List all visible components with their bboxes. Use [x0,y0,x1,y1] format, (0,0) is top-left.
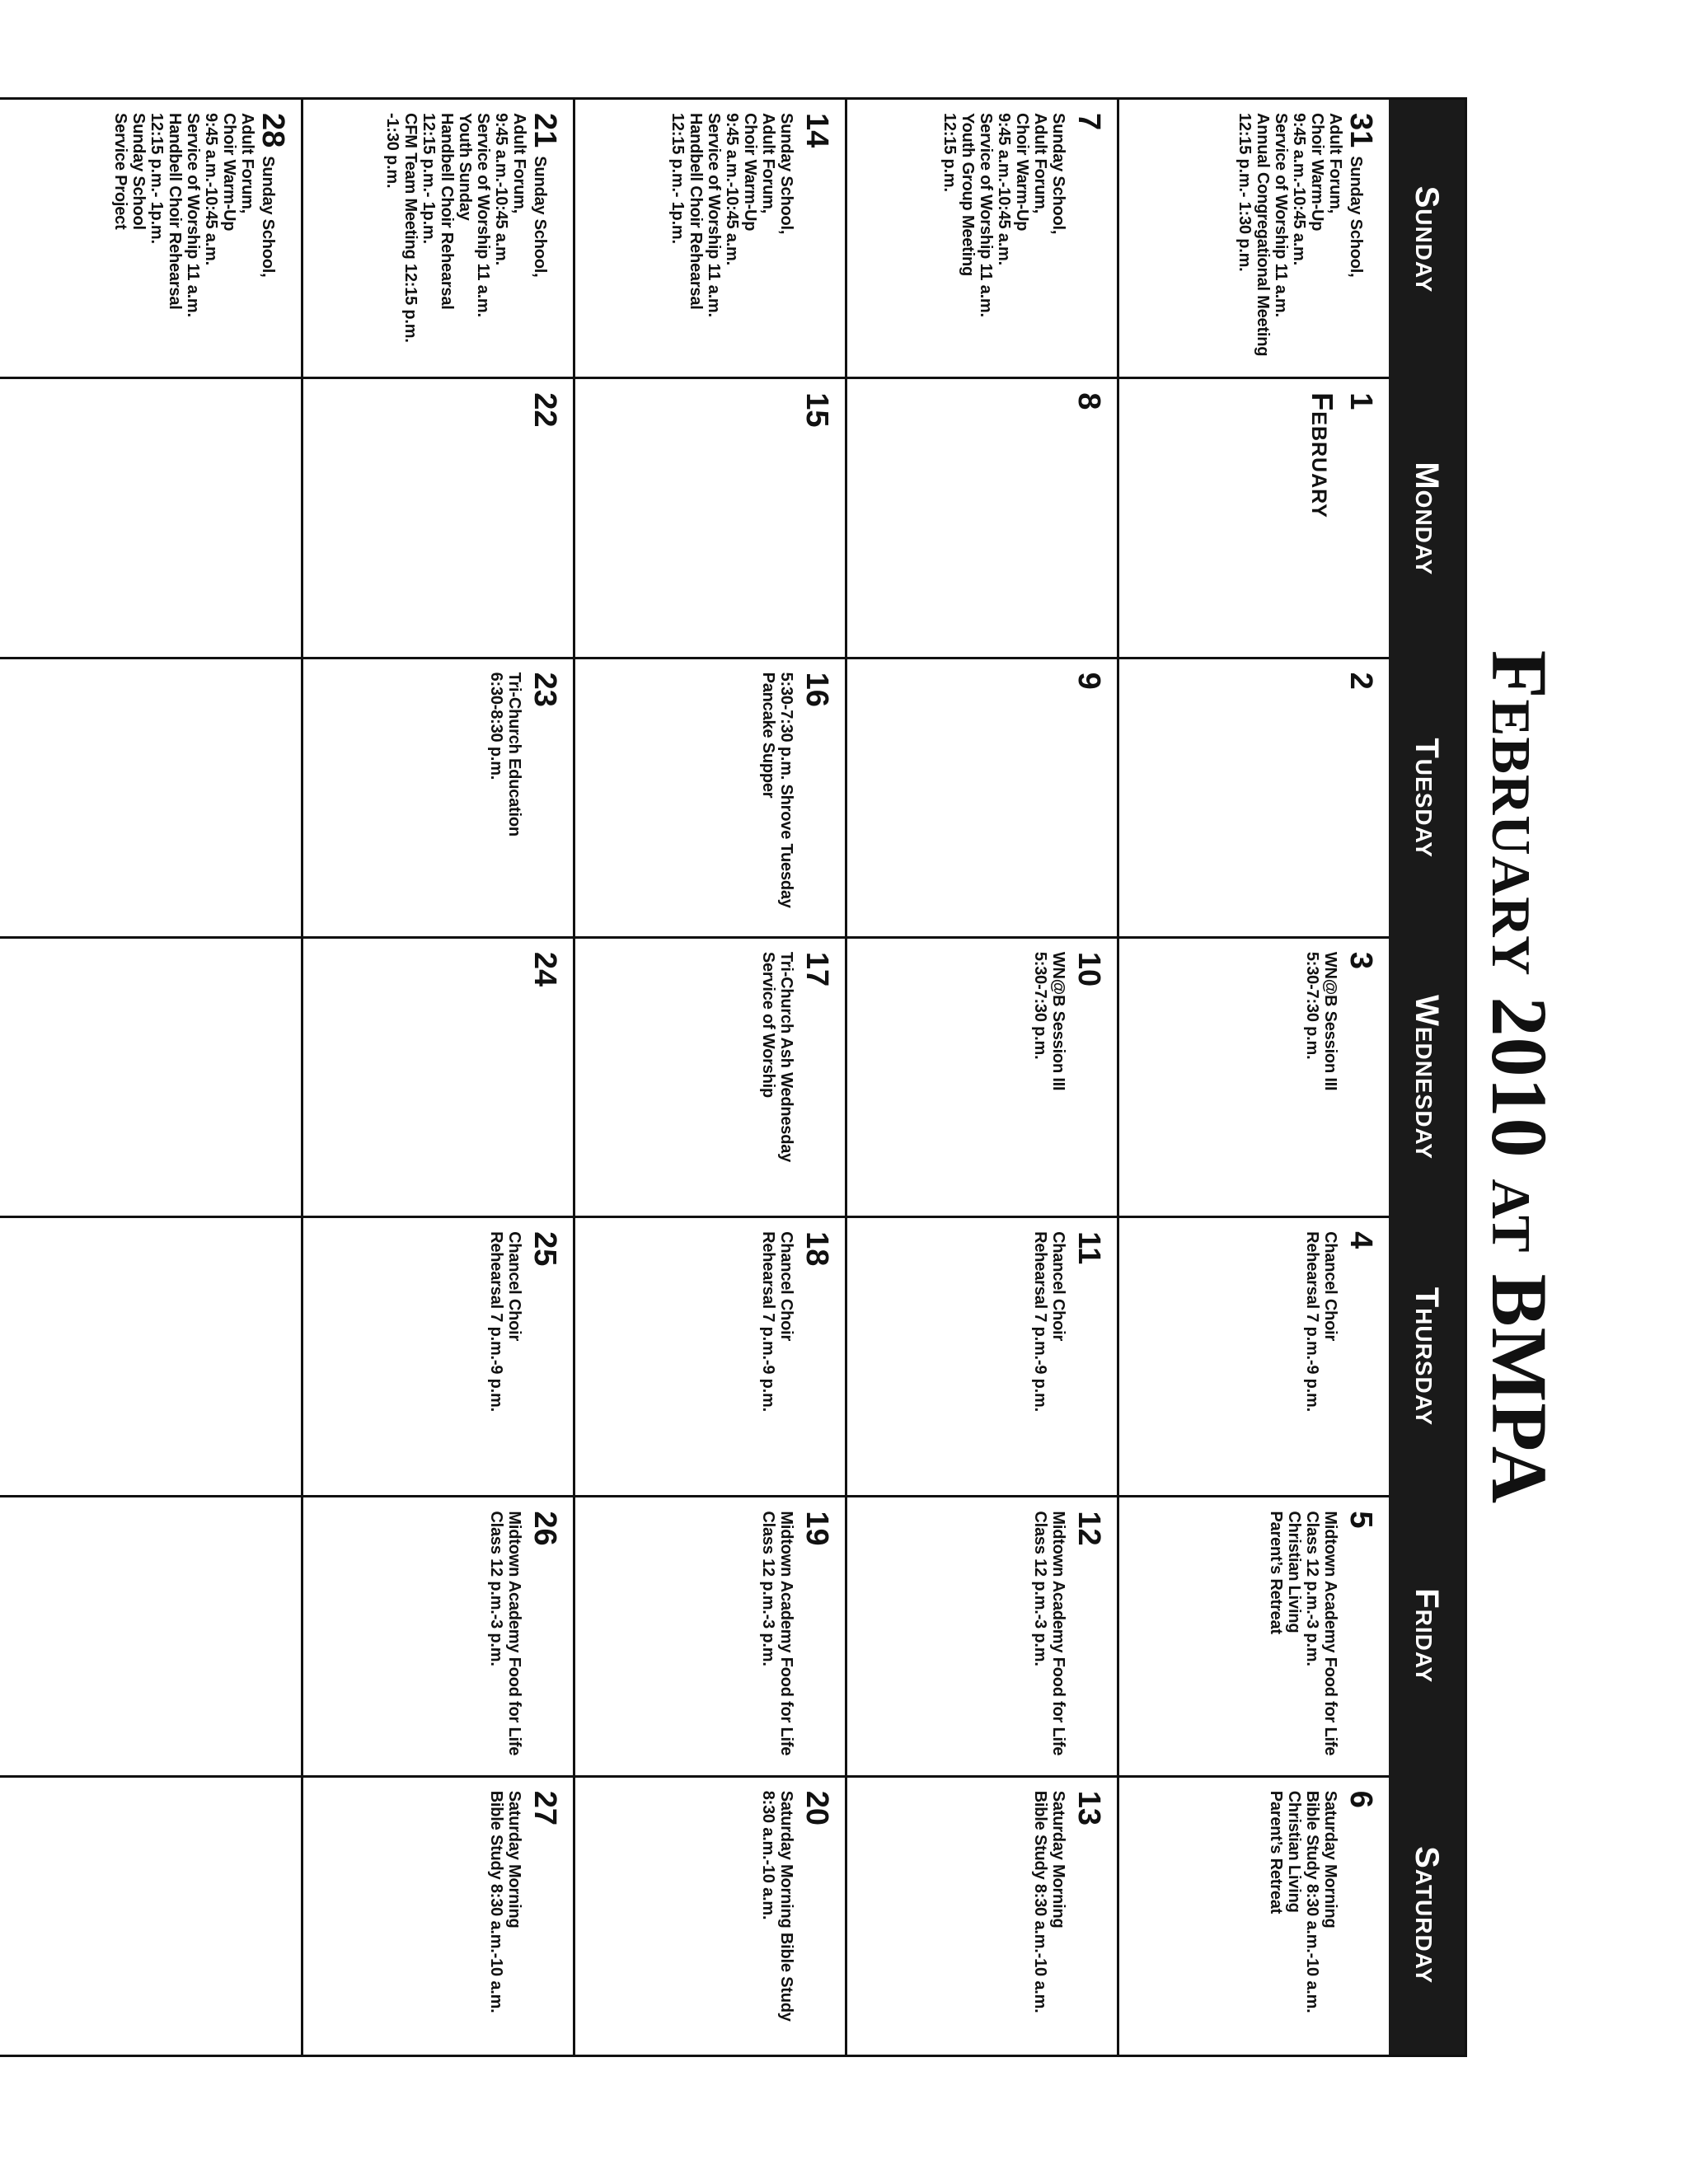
day-events: Midtown Academy Food for Life Class 12 p.m.-3 p.m. [487,1511,523,1756]
day-cell [1119,1497,1389,1777]
day-events: Midtown Academy Food for Life Class 12 p.m.-3 p.m. [1031,1511,1067,1756]
day-events: Sunday School, Adult Forum, Choir Warm-Up 9:45 a.m.-10:45 a.m. Service of Worship 11 a.m. Youth Group Meeting 12:15 p.m. [940,113,1067,317]
day-cell [1119,939,1389,1218]
day-cell-empty [0,939,301,1218]
day-events: Chancel Choir Rehearsal 7 p.m.-9 p.m. [487,1231,523,1412]
day-events: 5:30-7:30 p.m. Shrove Tuesday Pancake Supper [759,672,795,908]
day-cell [575,659,845,939]
day-number: 23 [528,672,562,707]
weekday-friday: Friday [1409,1588,1445,1684]
day-events: Saturday Morning Bible Study 8:30 a.m.-10 a.m. [759,1790,795,2022]
day-cell [1119,1218,1389,1497]
day-cell [1119,100,1389,379]
day-events: Tri-Church Education 6:30-8:30 p.m. [487,672,523,837]
weekday-sunday: Sunday [1409,185,1445,293]
day-cell-empty [0,1778,301,2055]
day-events: Chancel Choir Rehearsal 7 p.m.-9 p.m. [1303,1231,1339,1412]
day-cell [0,100,301,379]
day-events: Chancel Choir Rehearsal 7 p.m.-9 p.m. [759,1231,795,1412]
day-number: 24 [528,951,562,987]
day-number: 28 [256,113,290,148]
day-cell [303,1218,573,1497]
day-number: 14 [799,113,834,148]
day-number: 7 [1071,113,1106,131]
day-number: 17 [799,951,834,987]
day-cell [1119,1778,1389,2055]
day-events: Midtown Academy Food for Life Class 12 p.m.-3 p.m. [759,1511,795,1756]
week-row [0,100,301,2055]
day-number: 3 [1343,951,1378,969]
page-title: February 2010 at BMPA [1475,649,1564,1505]
calendar-weeks [0,100,1389,2055]
day-number: 10 [1071,951,1106,987]
day-cell [847,1218,1117,1497]
day-events: Saturday Morning Bible Study 8:30 a.m.-10 a.m. [1031,1790,1067,2013]
day-cell-empty [0,1497,301,1777]
day-number: 9 [1071,672,1106,690]
day-cell [575,1218,845,1497]
day-number: 4 [1343,1231,1378,1249]
day-number: 26 [528,1511,562,1546]
day-number: 25 [528,1231,562,1267]
day-events: Midtown Academy Food for Life Class 12 p.m.-3 p.m. Christian Living Parent’s Retreat [1267,1511,1339,1756]
day-number: 21 [528,113,562,148]
day-number: 19 [799,1511,834,1546]
day-cell [847,1497,1117,1777]
day-cell-empty [0,1218,301,1497]
week-row [301,100,573,2055]
day-cell [303,659,573,939]
week-row [573,100,845,2055]
weekday-thursday: Thursday [1409,1286,1445,1427]
day-cell [847,100,1117,379]
day-events: Tri-Church Ash Wednesday Service of Worship [759,951,795,1163]
day-events: Chancel Choir Rehearsal 7 p.m.-9 p.m. [1031,1231,1067,1412]
day-cell [303,1778,573,2055]
day-events: Sunday School, Adult Forum, Choir Warm-Up 9:45 a.m.-10:45 a.m. Service of Worship 11 a.m. Annual Congregational Meeting 12:15 p.m.- 1:30 p.m. [1236,113,1365,357]
weekday-tuesday: Tuesday [1409,738,1445,858]
day-cell [303,379,573,658]
day-number: 18 [799,1231,834,1267]
calendar-grid [0,97,1467,2057]
day-cell [575,939,845,1218]
day-events: WN@B Session III 5:30-7:30 p.m. [1303,951,1339,1091]
day-events: Sunday School, Adult Forum, Choir Warm-Up 9:45 a.m.-10:45 a.m. Service of Worship 11 a.m. Handbell Choir Rehearsal 12:15 p.m.- 1p.m. Sunday School Service Project [111,113,277,317]
day-number: 20 [799,1790,834,1825]
day-number: 2 [1343,672,1378,690]
day-events: WN@B Session III 5:30-7:30 p.m. [1031,951,1067,1091]
weekday-saturday: Saturday [1409,1846,1445,1985]
day-cell [847,1778,1117,2055]
day-cell [575,1497,845,1777]
week-row [845,100,1117,2055]
day-cell [575,379,845,658]
day-cell [303,1497,573,1777]
weekday-monday: Monday [1409,462,1445,576]
day-cell [847,939,1117,1218]
day-cell [847,659,1117,939]
day-number: 31 [1343,113,1378,148]
day-number: 16 [799,672,834,707]
day-number: 22 [528,392,562,428]
day-cell-empty [0,659,301,939]
day-number: 6 [1343,1790,1378,1808]
day-cell [575,100,845,379]
day-cell [847,379,1117,658]
weekday-header [1389,100,1465,2055]
weekday-wednesday: Wednesday [1409,995,1445,1160]
day-events: Sunday School, Adult Forum, 9:45 a.m.-10:45 a.m. Service of Worship 11 a.m. Youth Sunday Handbell Choir Rehearsal 12:15 p.m.- 1p.m. CFM Team Meeting 12:15 p.m. -1:30 p.m. [383,113,549,343]
day-number: 5 [1343,1511,1378,1529]
day-cell [1119,379,1389,658]
day-number: 1 [1343,392,1378,410]
day-cell [303,100,573,379]
day-number: 12 [1071,1511,1106,1546]
day-number: 11 [1071,1231,1106,1265]
day-number: 15 [799,392,834,428]
day-events: Saturday Morning Bible Study 8:30 a.m.-10 a.m. Christian Living Parent’s Retreat [1267,1790,1339,2013]
day-cell [575,1778,845,2055]
day-number: 13 [1071,1790,1106,1825]
month-label: February [1306,392,1339,518]
day-number: 27 [528,1790,562,1825]
day-events: Saturday Morning Bible Study 8:30 a.m.-10 a.m. [487,1790,523,2013]
day-events: Sunday School, Adult Forum, Choir Warm-Up 9:45 a.m.-10:45 a.m. Service of Worship 11 a.m. Handbell Choir Rehearsal 12:15 p.m.- 1p.m. [668,113,795,317]
day-cell [303,939,573,1218]
day-number: 8 [1071,392,1106,410]
day-cell [1119,659,1389,939]
week-row [1117,100,1389,2055]
day-cell-empty [0,379,301,658]
